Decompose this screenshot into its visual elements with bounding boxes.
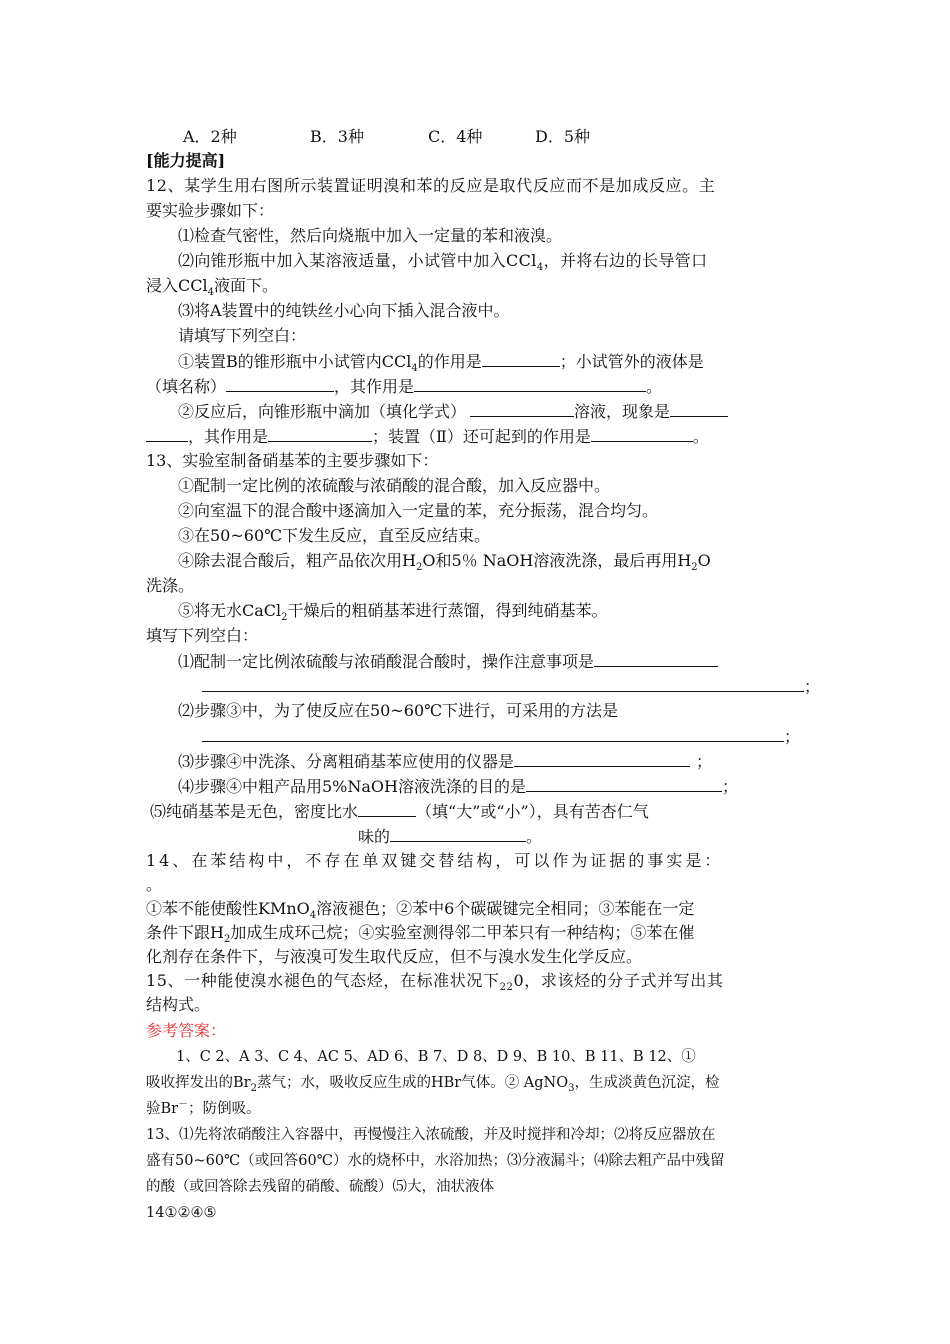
q13-step-3: ③在50~60℃下发生反应，直至反应结束。 (178, 526, 491, 545)
q13-fill-prompt: 填写下列空白： (146, 626, 259, 645)
q13-part-1-cont (202, 675, 820, 698)
q15-line-1-text-c: 0，求该烃的分子式并写出其 (513, 971, 724, 990)
q15-line-1-text-a: 15、一种能使溴水褪色的气态烃，在标准状况下 (146, 971, 500, 990)
q12-step-2-text-d: 液面下。 (213, 276, 278, 295)
sub-2: 2 (691, 562, 698, 574)
q13-part-3 (178, 750, 712, 773)
q12-stem-2: 要实验步骤如下： (146, 201, 275, 220)
answers-line-4: 13、⑴先将浓硝酸注入容器中，再慢慢注入浓硫酸，并及时搅拌和冷却；⑵将反应器放在 (146, 1127, 716, 1143)
q12-part-1-cont (146, 375, 662, 398)
q13-part-2-cont (202, 725, 800, 748)
q13-step-4-text-b: O和5％ NaOH溶液洗涤，最后再用H (422, 551, 692, 570)
q14-stem-cont: 。 (146, 875, 163, 894)
q13-step-5-text-b: 干燥后的粗硝基苯进行蒸馏，得到纯硝基苯。 (287, 601, 608, 620)
q12-part-2-text-b: 溶液，现象是 (574, 402, 671, 421)
blank[interactable] (202, 725, 784, 742)
sub-2: 2 (415, 562, 423, 574)
blank[interactable] (594, 650, 718, 667)
q12-step-1: ⑴检查气密性，然后向烧瓶中加入一定量的苯和液溴。 (178, 226, 563, 245)
q12-step-2-text-c: 浸入CCl (146, 276, 208, 295)
q12-part-2-text-a: ②反应后，向锥形瓶中滴加（填化学式） (178, 402, 467, 421)
sub-2: 2 (281, 612, 288, 624)
q12-fill-prompt: 请填写下列空白： (178, 326, 307, 345)
sub-4: 4 (309, 910, 317, 922)
q13-step-2: ②向室温下的混合酸中逐滴加入一定量的苯，充分振荡，混合均匀。 (178, 501, 659, 520)
answers-line-2-text-c: ，生成淡黄色沉淀，检 (574, 1075, 720, 1091)
answers-title: 参考答案： (146, 1021, 227, 1040)
blank[interactable] (202, 675, 804, 692)
q13-part-5 (150, 800, 649, 823)
q13-part-5-text-c: 味的 (358, 827, 391, 846)
q14-stem: 14、在苯结构中，不存在单双键交替结构，可以作为证据的事实是： (146, 851, 724, 870)
blank[interactable] (526, 775, 722, 792)
q12-part-2-cont (146, 425, 709, 448)
q15-line-1 (146, 970, 723, 992)
q13-step-1: ①配制一定比例的浓硫酸与浓硝酸的混合酸，加入反应器中。 (178, 476, 611, 495)
q12-part-2-text-d: ；装置（Ⅱ）还可起到的作用是 (372, 427, 591, 446)
period: 。 (526, 827, 543, 846)
q13-step-4-text-c: O (697, 551, 711, 570)
q13-step-4 (178, 550, 711, 572)
q14-line-3: 化剂存在条件下，与液溴可发生取代反应，但不与溴水发生化学反应。 (146, 947, 643, 966)
semicolon: ； (696, 752, 713, 771)
q13-part-3-text: ⑶步骤④中洗涤、分离粗硝基苯应使用的仪器是 (178, 752, 515, 771)
semicolon: ； (722, 777, 739, 796)
q12-stem-1: 12、某学生用右图所示装置证明溴和苯的反应是取代反应而不是加成反应。主 (146, 176, 716, 195)
blank[interactable] (514, 750, 690, 767)
q12-step-3: ⑶将A装置中的纯铁丝小心向下插入混合液中。 (178, 301, 510, 320)
option-b: B．3种 (310, 127, 364, 146)
blank[interactable] (470, 400, 574, 417)
semicolon: ； (784, 727, 801, 746)
answers-line-5: 盛有50~60℃（或回答60℃）水的烧杯中，水浴加热；⑶分液漏斗；⑷除去粗产品中残留 (146, 1153, 725, 1169)
q12-part-2-text-e: 。 (692, 427, 709, 446)
q15-line-2: 结构式。 (146, 995, 211, 1014)
sub-4: 4 (411, 363, 418, 375)
q13-part-4 (178, 775, 738, 798)
q12-part-2 (178, 400, 728, 423)
q13-step-4-cont: 洗涤。 (146, 576, 195, 595)
q12-step-2 (178, 250, 708, 272)
blank[interactable] (591, 425, 693, 442)
section-title: [能力提高] (146, 151, 226, 170)
q13-stem: 13、实验室制备硝基苯的主要步骤如下： (146, 451, 439, 470)
sub-2: 2 (250, 1082, 257, 1094)
q15-sub: 22 (499, 982, 514, 994)
q13-step-5 (178, 600, 608, 622)
blank[interactable] (670, 400, 728, 417)
sub-4: 4 (207, 287, 214, 299)
sub-4: 4 (536, 262, 544, 274)
q13-step-4-text-a: ④除去混合酸后，粗产品依次用H (178, 551, 416, 570)
q12-part-1 (178, 350, 704, 373)
q13-part-5-text-b: （填“大”或“小”），具有苦杏仁气 (416, 802, 649, 821)
answers-line-6: 的酸（或回答除去残留的硝酸、硫酸）⑸大，油状液体 (146, 1179, 494, 1195)
blank[interactable] (268, 425, 372, 442)
blank[interactable] (482, 350, 560, 367)
q13-part-5-text-a: ⑸纯硝基苯是无色，密度比水 (150, 802, 359, 821)
q13-part-1-text: ⑴配制一定比例浓硫酸与浓硝酸混合酸时，操作注意事项是 (178, 652, 595, 671)
q12-part-1-text-e: ，其作用是 (334, 377, 415, 396)
answers-line-2 (146, 1072, 720, 1094)
q13-step-5-text-a: ⑤将无水CaCl (178, 601, 282, 620)
answers-line-3-text-a: 验Br (146, 1101, 179, 1117)
sub-2: 2 (223, 934, 231, 946)
q14-line-2 (146, 922, 694, 944)
q12-step-2-cont (146, 275, 278, 297)
q13-part-2: ⑵步骤③中，为了使反应在50~60℃下进行，可采用的方法是 (178, 701, 619, 720)
q12-part-1-text-d: （填名称） (146, 377, 227, 396)
answers-line-2-text-a: 吸收挥发出的Br (146, 1075, 251, 1091)
q14-line-2-text-b: 加成生成环己烷；④实验室测得邻二甲苯只有一种结构；⑤苯在催 (230, 923, 695, 942)
option-c: C．4种 (428, 127, 483, 146)
q14-line-1 (146, 898, 694, 920)
blank[interactable] (358, 800, 416, 817)
q12-part-1-text-a: ①装置B的锥形瓶中小试管内CCl (178, 352, 412, 371)
blank[interactable] (414, 375, 646, 392)
q14-line-1-text-a: ①苯不能使酸性KMnO (146, 899, 310, 918)
q13-part-5-cont (358, 825, 542, 848)
answers-line-2-text-b: 蒸气；水，吸收反应生成的HBr气体。② AgNO (256, 1075, 569, 1091)
q13-part-4-text: ⑷步骤④中粗产品用5%NaOH溶液洗涤的目的是 (178, 777, 526, 796)
q12-part-1-text-c: ；小试管外的液体是 (559, 352, 704, 371)
blank[interactable] (146, 425, 188, 442)
q14-line-2-text-a: 条件下跟H (146, 923, 224, 942)
blank[interactable] (390, 825, 526, 842)
sub-3: 3 (568, 1082, 575, 1094)
option-d: D．5种 (535, 127, 591, 146)
blank[interactable] (226, 375, 334, 392)
q14-line-1-text-b: 溶液褪色；②苯中6个碳碳键完全相同；③苯能在一定 (316, 899, 695, 918)
answers-line-3-text-c: ；防倒吸。 (188, 1101, 261, 1117)
q12-step-2-text-b: ，并将右边的长导管口 (543, 251, 708, 270)
answers-line-3 (146, 1098, 261, 1120)
q13-part-1 (178, 650, 718, 673)
superscript-minus: － (178, 1099, 189, 1111)
q12-part-2-text-c: ，其作用是 (188, 427, 269, 446)
q12-part-1-text-f: 。 (646, 377, 663, 396)
semicolon: ； (804, 677, 821, 696)
answers-line-1: 1、C 2、A 3、C 4、AC 5、AD 6、B 7、D 8、D 9、B 10、B 11、B 12、① (176, 1049, 696, 1065)
q12-part-1-text-b: 的作用是 (417, 352, 482, 371)
answers-line-7: 14①②④⑤ (146, 1205, 217, 1221)
q12-step-2-text-a: ⑵向锥形瓶中加入某溶液适量，小试管中加入CCl (178, 251, 537, 270)
option-a: A．2种 (183, 127, 237, 146)
